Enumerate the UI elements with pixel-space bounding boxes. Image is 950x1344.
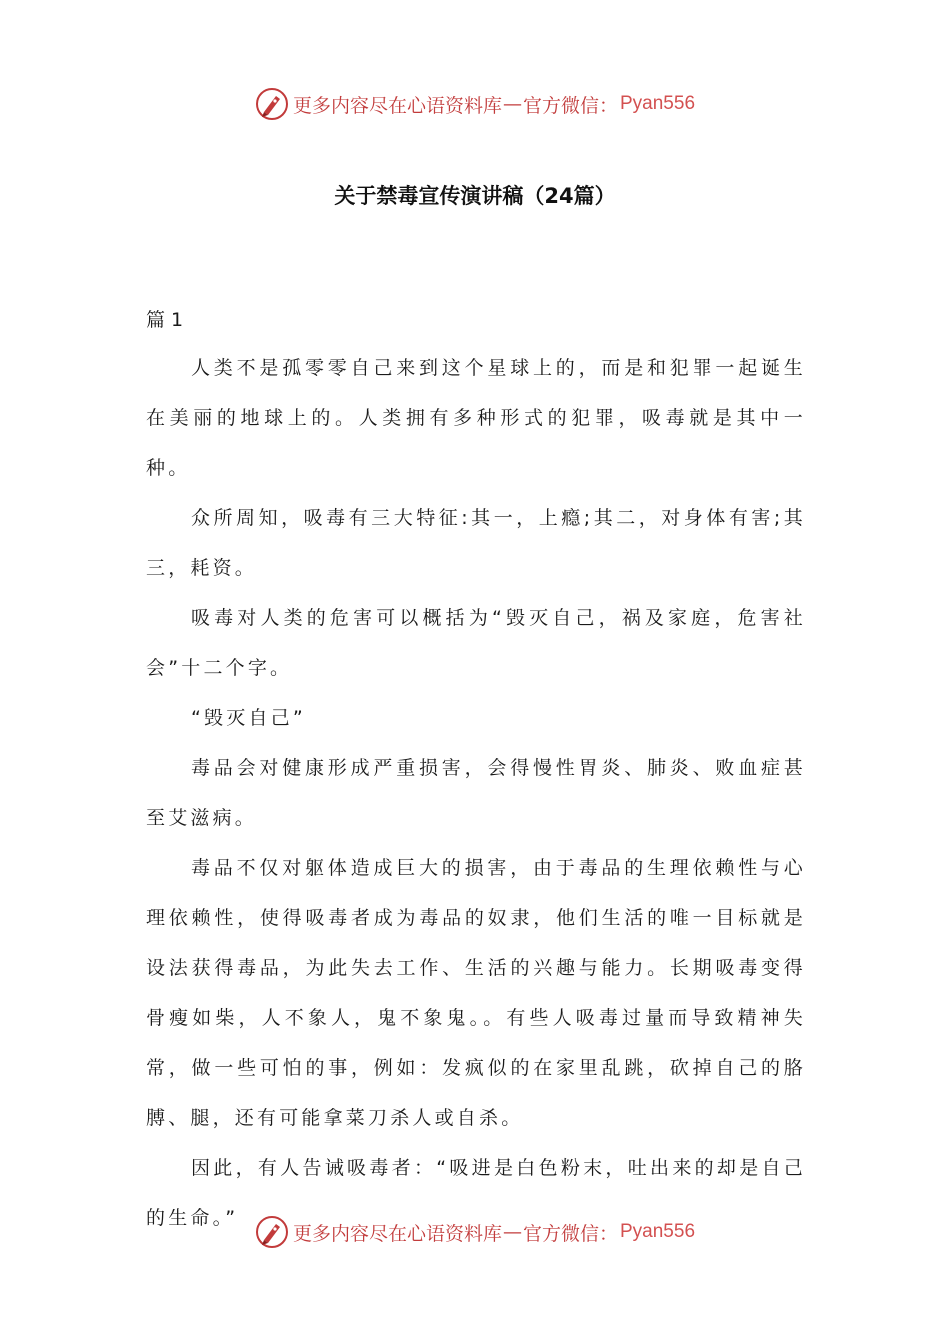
body-paragraph: 人类不是孤零零自己来到这个星球上的，而是和犯罪一起诞生在美丽的地球上的。人类拥有多种形式的犯罪，吸毒就是其中一种。: [146, 357, 806, 479]
banner-wechat-label: 官方微信：: [522, 1222, 618, 1245]
pen-nib-logo-icon: [255, 1215, 289, 1249]
banner-wechat-label: 官方微信：: [522, 94, 618, 117]
body-paragraph: 毒品会对健康形成严重损害，会得慢性胃炎、肺炎、败血症甚至艾滋病。: [146, 757, 806, 829]
body-paragraph: 众所周知，吸毒有三大特征:其一，上瘾;其二，对身体有害;其三，耗资。: [146, 507, 806, 579]
body-paragraph: 毒品不仅对躯体造成巨大的损害，由于毒品的生理依赖性与心理依赖性，使得吸毒者成为毒品的奴隶，他们生活的唯一目标就是设法获得毒品，为此失去工作、生活的兴趣与能力。长期吸毒变得骨瘦如柴，人不象人，鬼不象鬼。。有些人吸毒过量而导致精神失常，做一些可怕的事，例如：发疯似的在家里乱跳，砍掉自己的胳膊、腿，还有可能拿菜刀杀人或自杀。: [146, 857, 806, 1129]
document-title: 关于禁毒宣传演讲稿（24篇）: [334, 184, 616, 208]
footer-watermark-banner: [0, 1212, 950, 1252]
chapter-heading: 篇 1: [146, 309, 184, 331]
banner-brand-text: 更多内容尽在心语资料库: [292, 1222, 502, 1245]
pen-nib-logo-icon: [255, 87, 289, 121]
body-paragraph: 因此，有人告诫吸毒者：“吸进是白色粉末，吐出来的却是自己的生命。”: [146, 1157, 806, 1229]
body-paragraph: “毁灭自己”: [191, 707, 306, 729]
document-body: [146, 343, 806, 1243]
banner-wechat-id: Pyan556: [620, 1221, 696, 1242]
body-paragraph: 吸毒对人类的危害可以概括为“毁灭自己，祸及家庭，危害社会”十二个字。: [146, 607, 806, 679]
banner-dash: —: [502, 93, 522, 115]
banner-wechat-id: Pyan556: [620, 93, 696, 114]
banner-brand-text: 更多内容尽在心语资料库: [292, 94, 502, 117]
header-watermark-banner: [0, 84, 950, 124]
banner-dash: —: [502, 1221, 522, 1243]
